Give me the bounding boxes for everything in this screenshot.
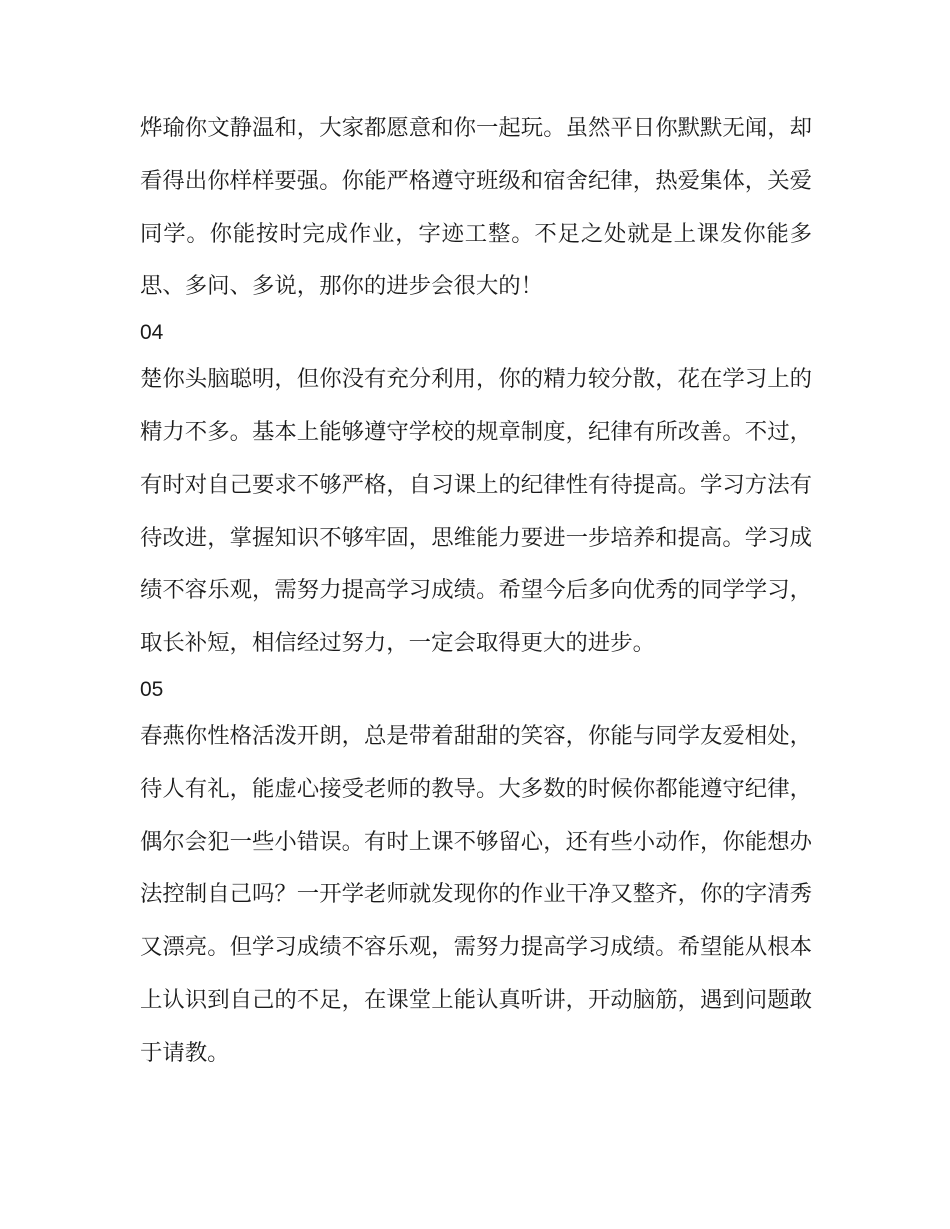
section-number-05: 05: [140, 677, 164, 701]
paragraph-comment-03: 烨瑜你文静温和，大家都愿意和你一起玩。虽然平日你默默无闻，却看得出你样样要强。你能严格遵守班级和宿舍纪律，热爱集体，关爱同学。你能按时完成作业，字迹工整。不足之处就是上课发你能多思、多问、多说，那你的进步会很大的！: [140, 115, 812, 300]
document-page: [140, 102, 812, 1080]
section-number-04: 04: [140, 321, 164, 345]
paragraph-comment-05: 春燕你性格活泼开朗，总是带着甜甜的笑容，你能与同学友爱相处，待人有礼，能虚心接受老师的教导。大多数的时候你都能遵守纪律，偶尔会犯一些小错误。有时上课不够留心，还有些小动作，你能想办法控制自己吗？一开学老师就发现你的作业干净又整齐，你的字清秀又漂亮。但学习成绩不容乐观，需努力提高学习成绩。希望能从根本上认识到自己的不足，在课堂上能认真听讲，开动脑筋，遇到问题敢于请教。: [140, 722, 812, 1066]
paragraph-comment-04: 楚你头脑聪明，但你没有充分利用，你的精力较分散，花在学习上的精力不多。基本上能够遵守学校的规章制度，纪律有所改善。不过，有时对自己要求不够严格，自习课上的纪律性有待提高。学习方法有待改进，掌握知识不够牢固，思维能力要进一步培养和提高。学习成绩不容乐观，需努力提高学习成绩。希望今后多向优秀的同学学习，取长补短，相信经过努力，一定会取得更大的进步。: [140, 366, 812, 657]
